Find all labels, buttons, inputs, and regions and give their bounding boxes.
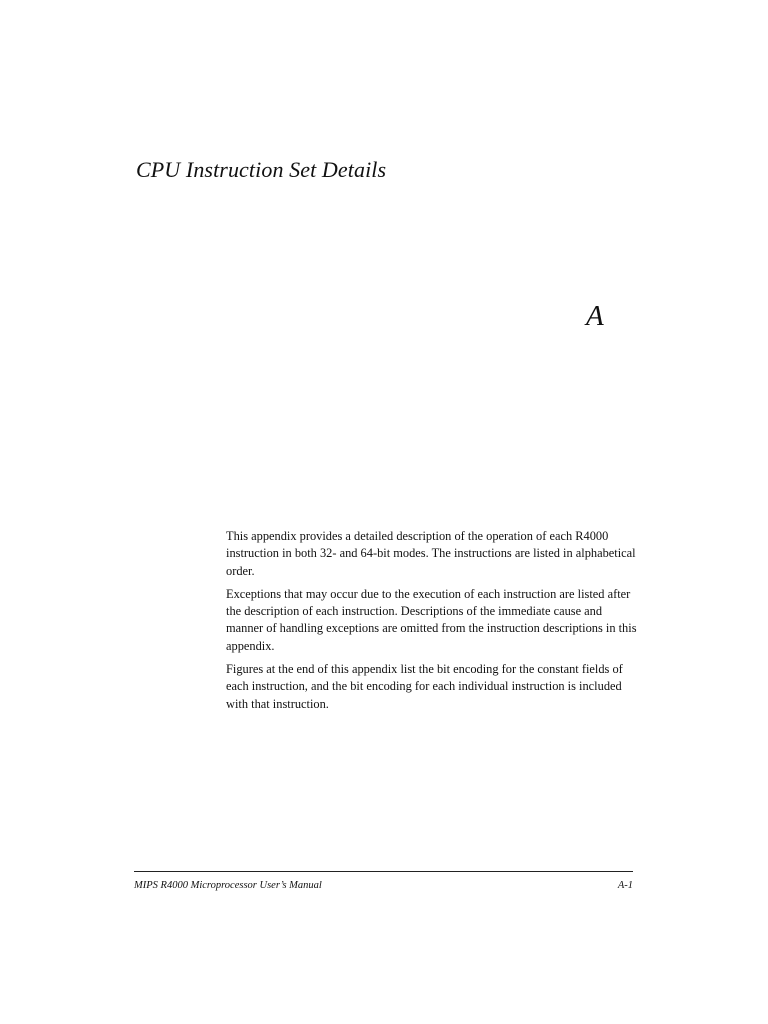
body-text [226,528,638,719]
appendix-letter: A [586,300,604,332]
paragraph-exceptions: Exceptions that may occur due to the execution of each instruction are listed after the description of each instruction. Descriptions of the immediate cause and manner of handling exceptions are omitted from the instruction descriptions in this appendix. [226,586,637,653]
paragraph-encoding: Figures at the end of this appendix list the bit encoding for the constant fields of each instruction, and the bit encoding for each individual instruction is included with that instruction. [226,662,623,711]
chapter-title: CPU Instruction Set Details [136,157,387,182]
paragraph-intro: This appendix provides a detailed description of the operation of each R4000 instruction in both 32- and 64-bit modes. The instructions are listed in alphabetical order. [226,529,636,578]
footer-page-number: A-1 [617,880,633,891]
footer-manual-title: MIPS R4000 Microprocessor User’s Manual [134,880,322,891]
footer-divider [134,871,633,872]
